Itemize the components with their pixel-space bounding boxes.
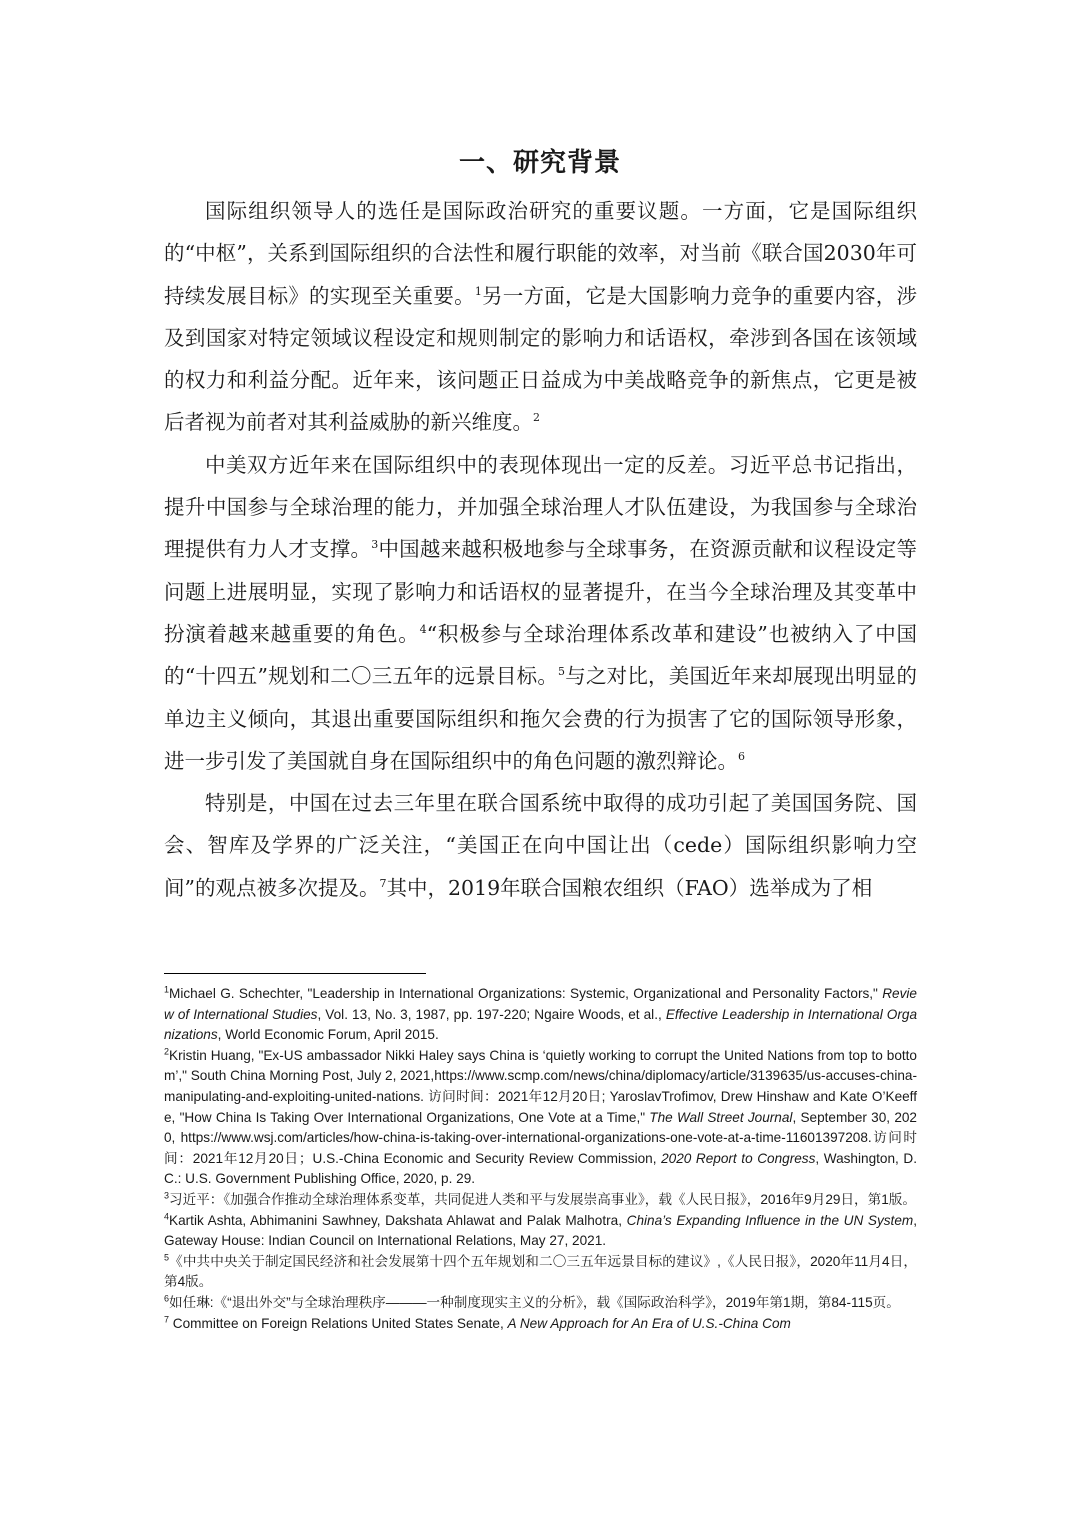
italic-title: The Wall Street Journal bbox=[649, 1109, 793, 1125]
text-run: Committee on Foreign Relations United States Senate, bbox=[169, 1315, 508, 1331]
paragraph bbox=[164, 444, 917, 782]
text-run: , Gateway House: Indian Council on International Relations, May 27, 2021. bbox=[164, 1212, 917, 1249]
text-run: 中美双方近年来在国际组织中的表现体现出一定的反差。习近平总书记指出，提升中国参与全球治理的能力，并加强全球治理人才队伍建设，为我国参与全球治理提供有力人才支撑。 bbox=[164, 452, 917, 562]
footnote-marker: 7 bbox=[379, 876, 387, 890]
text-run: Kristin Huang, "Ex-US ambassador Nikki Haley says China is ‘quietly working to corrupt the United Nations from top to bottom’," South China Morning Post, July 2, 2021,https://www.scmp.com/news/china/diplomacy/article/3139635/us-accuses-china-manipulating-and-exploiting-united-nations. 访问时间：2021年12月20日; YaroslavTrofimov, Drew Hinshaw and Kate O’Keeffe, "How China Is Taking Over International Organizations, One Vote at a Time," bbox=[164, 1047, 917, 1125]
footnote-marker: 4 bbox=[419, 623, 427, 637]
italic-title: Effective Leadership in International Organizations bbox=[164, 1006, 918, 1043]
footnote-marker: 2 bbox=[164, 1046, 170, 1057]
footnote-marker: 5 bbox=[558, 665, 566, 679]
body-text bbox=[164, 190, 917, 909]
text-run: 另一方面，它是大国影响力竞争的重要内容，涉及到国家对特定领域议程设定和规则制定的影响力和话语权，牵涉到各国在该领域的权力和利益分配。近年来，该问题正日益成为中美战略竞争的新焦点，它更是被后者视为前者对其利益威胁的新兴维度。 bbox=[164, 283, 918, 435]
text-run: 如任琳:《“退出外交”与全球治理秩序———一种制度现实主义的分析》，载《国际政治科学》，2019年第1期，第84-115页。 bbox=[169, 1294, 900, 1310]
section-title: 一、研究背景 bbox=[458, 148, 621, 178]
text-run: Kartik Ashta, Abhimanini Sawhney, Dakshata Ahlawat and Palak Malhotra, bbox=[169, 1212, 627, 1228]
footnote-marker: 7 bbox=[164, 1313, 170, 1324]
text-run: 特别是，中国在过去三年里在联合国系统中取得的成功引起了美国国务院、国会、智库及学界的广泛关注，“美国正在向中国让出（cede）国际组织影响力空间”的观点被多次提及。 bbox=[164, 791, 917, 900]
text-run: 中国越来越积极地参与全球事务，在资源贡献和议程设定等问题上进展明显，实现了影响力和话语权的显著提升，在当今全球治理及其变革中扮演着越来越重要的角色。 bbox=[164, 537, 918, 646]
footnote-marker: 4 bbox=[164, 1211, 170, 1221]
footnote-marker: 3 bbox=[164, 1190, 170, 1201]
footnote-marker: 6 bbox=[738, 750, 745, 764]
text-run: “积极参与全球治理体系改革和建设”也被纳入了中国的“十四五”规划和二〇三五年的远景目标。 bbox=[164, 621, 918, 689]
text-run: 国际组织领导人的选任是国际政治研究的重要议题。一方面，它是国际组织的“中枢”，关系到国际组织的合法性和履行职能的效率，对当前《联合国2030年可持续发展目标》的实现至关重要。 bbox=[164, 199, 917, 308]
footnote-marker: 1 bbox=[474, 284, 482, 298]
paragraph bbox=[164, 782, 917, 909]
footnote bbox=[164, 1314, 917, 1335]
footnotes bbox=[164, 984, 917, 1334]
text-run: , Vol. 13, No. 3, 1987, pp. 197-220; Ngaire Woods, et al., bbox=[317, 1006, 666, 1022]
footnote bbox=[164, 1252, 917, 1293]
footnote-marker: 5 bbox=[164, 1252, 170, 1263]
italic-title: Review of International Studies bbox=[164, 986, 917, 1022]
text-run: 《中共中央关于制定国民经济和社会发展第十四个五年规划和二〇三五年远景目标的建议》,《人民日报》，2020年11月4日，第4版。 bbox=[164, 1253, 917, 1290]
footnote bbox=[164, 1293, 917, 1314]
footnote-divider bbox=[164, 973, 426, 974]
footnote-marker: 2 bbox=[533, 411, 540, 425]
text-run: , Washington, D.C.: U.S. Government Publishing Office, 2020, p. 29. bbox=[164, 1150, 917, 1187]
footnote-marker: 6 bbox=[164, 1293, 170, 1304]
text-run: , September 30, 2020, https://www.wsj.com/articles/how-china-is-taking-over-international-organizations-one-vote-at-a-time-11601397208.访问时间：2021年12月20日；U.S.-China Economic and Security Review Commission, bbox=[164, 1109, 917, 1166]
footnote bbox=[164, 984, 917, 1046]
paragraph bbox=[164, 190, 917, 444]
footnote bbox=[164, 1190, 917, 1211]
footnote-marker: 1 bbox=[164, 984, 170, 995]
footnote bbox=[164, 1211, 917, 1252]
text-run: 与之对比，美国近年来却展现出明显的单边主义倾向，其退出重要国际组织和拖欠会费的行为损害了它的国际领导形象，进一步引发了美国就自身在国际组织中的角色问题的激烈辩论。 bbox=[164, 664, 917, 773]
text-run: Michael G. Schechter, "Leadership in International Organizations: Systemic, Organizational and Personality Factors," bbox=[169, 986, 883, 1001]
text-run: 其中，2019年联合国粮农组织（FAO）选举成为了相 bbox=[386, 875, 873, 900]
italic-title: China’s Expanding Influence in the UN System bbox=[626, 1212, 914, 1228]
text-run: , World Economic Forum, April 2015. bbox=[217, 1027, 439, 1043]
italic-title: A New Approach for An Era of U.S.-China Com bbox=[507, 1315, 791, 1331]
footnote-marker: 3 bbox=[371, 538, 379, 552]
text-run: 习近平：《加强合作推动全球治理体系变革，共同促进人类和平与发展崇高事业》，载《人民日报》，2016年9月29日，第1版。 bbox=[169, 1191, 916, 1207]
italic-title: 2020 Report to Congress bbox=[661, 1150, 816, 1166]
footnote bbox=[164, 1046, 917, 1190]
